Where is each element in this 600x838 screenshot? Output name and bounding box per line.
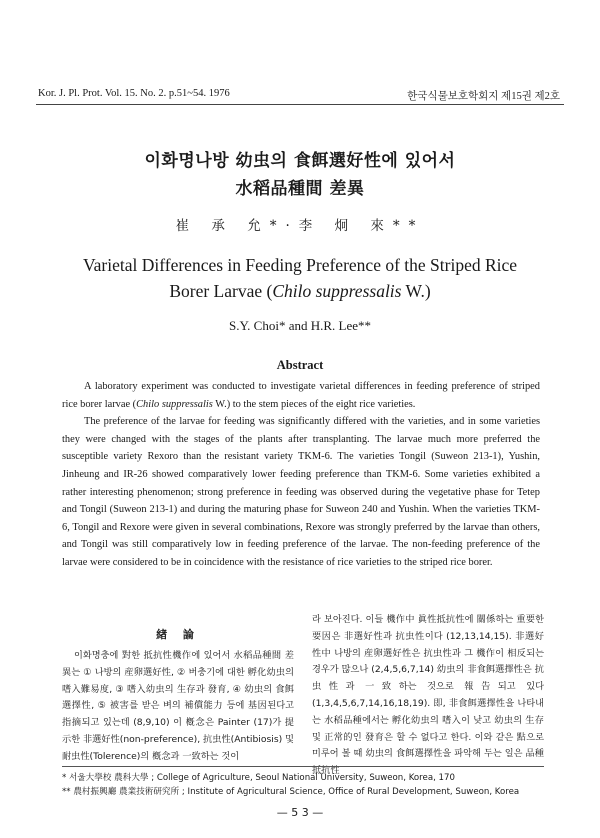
abstract-p1-start: A laboratory experiment was conducted to investigate varietal differences in feeding preference of striped rice borer larvae ( bbox=[62, 381, 540, 410]
title-english-line2 bbox=[0, 281, 600, 302]
title-korean-line2: 水稻品種間 差異 bbox=[235, 179, 365, 199]
introduction-left-text: 이화명충에 對한 抵抗性機作에 있어서 水稻品種間 差異는 ① 나방의 産卵選好性, ② 버충기에 대한 孵化幼虫의 嗜入難易度, ③ 嗜入幼虫의 生存과 發育, ④ 幼虫의 食餌選擇性, ⑤ 被害를 받은 벼의 補償能力 등에 基因된다고 指摘되고 있는데 (8,9,10) 이 槪念은 Painter (17)가 提示한 非選好性(non-preference), 抗虫性(Antibiosis) 및 耐虫性(Tolerence)의 槪念과 一致하는 것이 bbox=[62, 650, 294, 762]
abstract-species-name: Chilo suppressalis bbox=[136, 398, 213, 410]
footnote-1: * 서울大學校 農科大學 ; College of Agriculture, Seoul National University, Suweon, Korea, 170 bbox=[62, 773, 455, 783]
authors-english: S.Y. Choi* and H.R. Lee** bbox=[228, 318, 372, 333]
introduction-left-column bbox=[62, 648, 294, 766]
authors-korean: 崔 承 允*·李 炯 來** bbox=[175, 218, 425, 234]
abstract-heading: Abstract bbox=[276, 358, 324, 372]
abstract-paragraph-2: The preference of the larvae for feeding was significantly differed with the varieties, and in some varieties they were changed with the stages of the plants after transplanting. The larvae much more preferred the susceptible variety Rexoro than the resistant variety TKM-6. The varieties Tongil (Suweon 213-1), Yushin, Jinheung and IR-26 showed comparatively lower feeding preference than TKM-6. Some varieties exhibited a rather interesting phenomenon; strong preference in feeding was observed during the vegetative phase for Tetep and Tongil (Suweon 213-1) and during the maturing phase for Suweon 240 and Yushin. When the varieties TKM-6, Tongil and Rexore were given in several combinations, Rexore was strongly preferred by the larvae than others, and Tongil was still comparatively low in feeding preference of the larvae. The non-feeding preference of the larvae were considered to be in coincidence with the resistance of rice varieties to the striped rice borer. bbox=[62, 416, 540, 568]
header-rule bbox=[36, 104, 564, 105]
abstract-body bbox=[62, 378, 540, 572]
title-english-line2-end: W.) bbox=[401, 281, 431, 301]
introduction-heading: 緖 論 bbox=[156, 628, 200, 641]
footnote-rule bbox=[62, 766, 544, 767]
title-korean-line1: 이화명나방 幼虫의 食餌選好性에 있어서 bbox=[144, 151, 456, 171]
introduction-right-text: 라 보아진다. 이들 機作中 眞性抵抗性에 關係하는 重要한 要因은 非選好性과 抗虫性이다 (12,13,14,15). 非選好性中 나방의 産卵選好性은 抗虫性과 그 機作이 相反되는 경우가 많으나 (2,4,5,6,7,14) 幼虫의 非食餌選擇性은 抗虫性과 一致하는 것으로 報告되고 있다 (1,3,4,5,6,7,14,16,18,19). 即, 非食餌選擇性을 나타내는 水稻品種에서는 孵化幼虫의 嗜入이 낮고 幼虫의 生存 및 正常的인 發育은 할 수 없다고 한다. 이와 같은 點으로 미루어 볼 때 幼虫의 食餌選擇性을 파악해 두는 일은 品種抵抗性 bbox=[312, 614, 544, 777]
abstract-p1-end: W.) to the stem pieces of the eight rice varieties. bbox=[212, 398, 416, 410]
page-number: — 5 3 — bbox=[276, 806, 324, 819]
species-name: Chilo suppressalis bbox=[272, 281, 402, 301]
introduction-right-column bbox=[312, 612, 544, 780]
title-english-line2-start: Borer Larvae ( bbox=[169, 281, 273, 301]
journal-name-korean: 한국식물보호학회지 제15권 제2호 bbox=[407, 91, 560, 102]
abstract-paragraph-1 bbox=[62, 378, 540, 413]
footnote-2: ** 農村振興廳 農業技術研究所 ; Institute of Agricultural Science, Office of Rural Development, Suweon, Korea bbox=[62, 787, 520, 797]
journal-citation: Kor. J. Pl. Prot. Vol. 15. No. 2. p.51~54. 1976 bbox=[38, 88, 230, 99]
title-english-line1: Varietal Differences in Feeding Preference of the Striped Rice bbox=[82, 255, 518, 275]
